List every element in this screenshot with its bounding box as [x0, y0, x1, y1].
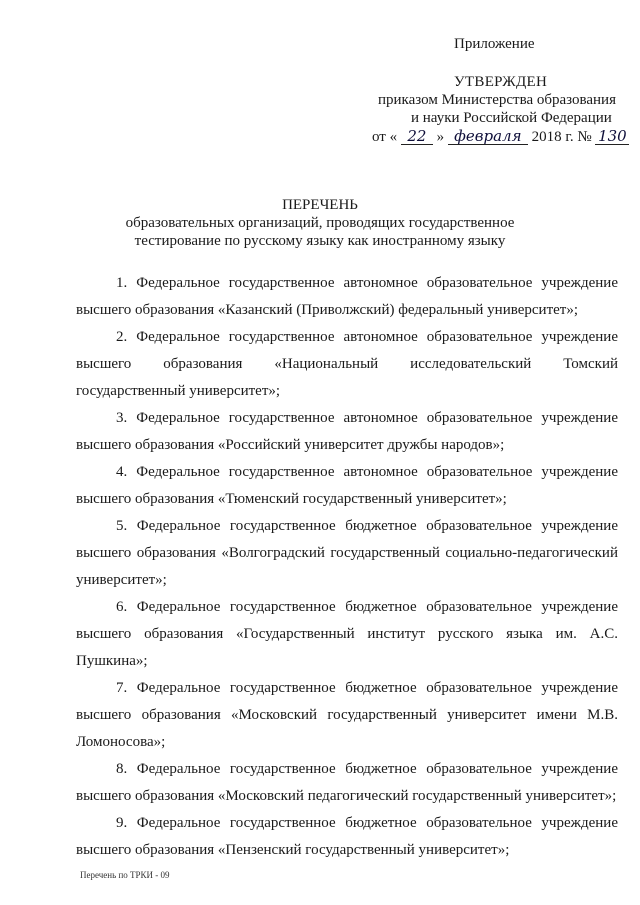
list-item: 4. Федеральное государственное автономное образовательное учреждение высшего образования «Тюменский государственный университет»; — [76, 464, 618, 507]
organizations-list — [76, 270, 618, 864]
list-item: 5. Федеральное государственное бюджетное образовательное учреждение высшего образования «Волгоградский государственный социально-педагогический университет»; — [76, 518, 618, 588]
date-year: 2018 г. № — [531, 129, 592, 145]
approved-stamp-text: УТВЕРЖДЕН — [454, 74, 548, 90]
handwritten-month: февраля — [448, 128, 528, 145]
list-item: 1. Федеральное государственное автономное образовательное учреждение высшего образования «Казанский (Приволжский) федеральный университет»; — [76, 275, 618, 318]
handwritten-day: 22 — [401, 128, 433, 145]
order-date-line — [372, 128, 629, 146]
list-item: 2. Федеральное государственное автономное образовательное учреждение высшего образования «Национальный исследовательский Томский государственный университет»; — [76, 329, 618, 399]
date-prefix: от « — [372, 129, 398, 145]
list-item: 3. Федеральное государственное автономное образовательное учреждение высшего образования «Российский университет дружбы народов»; — [76, 410, 618, 453]
list-item: 6. Федеральное государственное бюджетное образовательное учреждение высшего образования «Государственный институт русского языка им. А.С. Пушкина»; — [76, 599, 618, 669]
order-line-1: приказом Министерства образования — [378, 92, 616, 108]
list-item: 7. Федеральное государственное бюджетное образовательное учреждение высшего образования «Московский государственный университет имени М.В. Ломоносова»; — [76, 680, 618, 750]
order-line-2: и науки Российской Федерации — [411, 110, 612, 126]
handwritten-order-number: 130 — [595, 128, 629, 145]
date-mid: » — [436, 129, 445, 145]
page-footer: Перечень по ТРКИ - 09 — [80, 870, 170, 880]
annex-label: Приложение — [454, 36, 535, 52]
title-line-1: образовательных организаций, проводящих государственное — [125, 215, 515, 231]
title-line-2: тестирование по русскому языку как иностранному языку — [134, 233, 506, 249]
document-title — [60, 196, 580, 250]
title-heading: ПЕРЕЧЕНЬ — [282, 197, 358, 213]
list-item: 9. Федеральное государственное бюджетное образовательное учреждение высшего образования «Пензенский государственный университет»; — [76, 815, 618, 858]
list-item: 8. Федеральное государственное бюджетное образовательное учреждение высшего образования «Московский педагогический государственный университет»; — [76, 761, 618, 804]
